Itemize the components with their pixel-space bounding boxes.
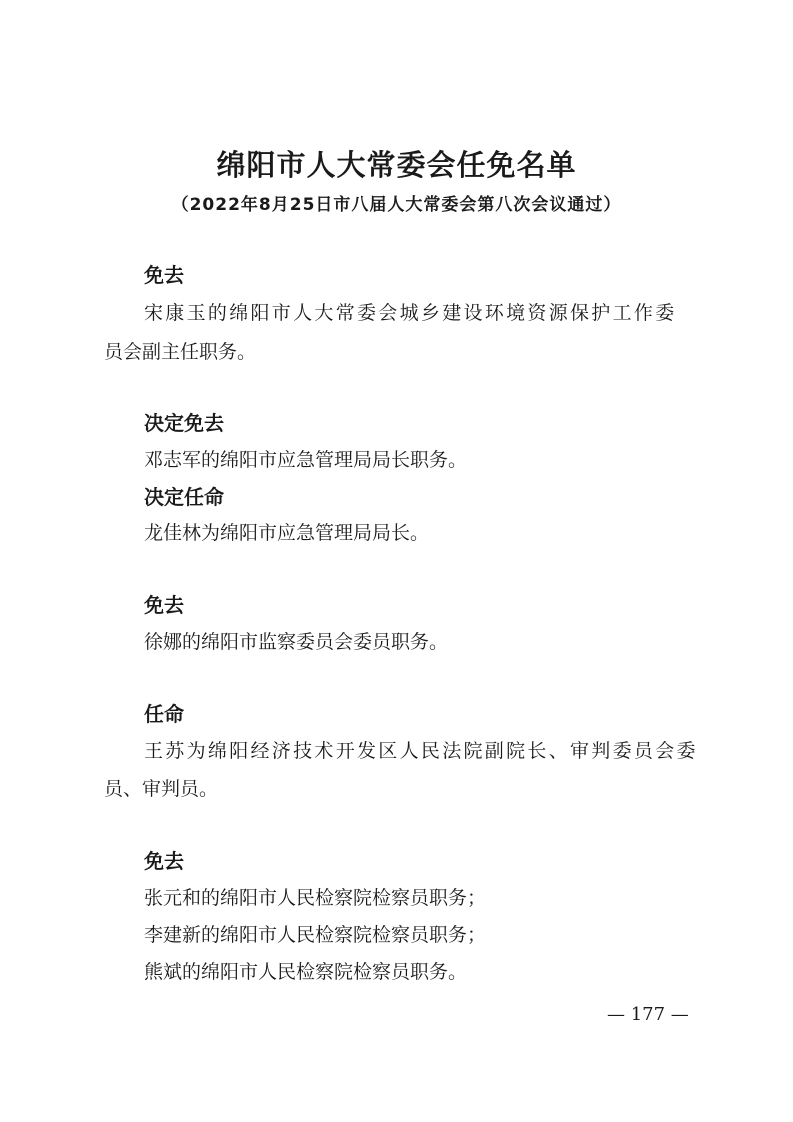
section-line: 员会副主任职务。: [104, 341, 257, 363]
section-line: 李建新的绵阳市人民检察院检察员职务；: [144, 924, 487, 946]
document-subtitle: （2022年8月25日市八届人大常委会第八次会议通过）: [171, 195, 622, 215]
section-heading-remove-3: 免去: [144, 849, 184, 873]
section-heading-decide-remove: 决定免去: [144, 411, 224, 435]
section-line: 龙佳林为绵阳市应急管理局局长。: [144, 522, 430, 544]
section-line: 宋康玉的绵阳市人大常委会城乡建设环境资源保护工作委: [144, 302, 677, 324]
section-heading-remove-1: 免去: [144, 263, 184, 287]
page-number: — 177 —: [607, 1004, 689, 1025]
section-line: 熊斌的绵阳市人民检察院检察员职务。: [144, 961, 468, 983]
section-line: 张元和的绵阳市人民检察院检察员职务；: [144, 887, 487, 909]
section-heading-remove-2: 免去: [144, 593, 184, 617]
section-heading-appoint: 任命: [144, 702, 184, 726]
document-title: 绵阳市人大常委会任免名单: [216, 148, 577, 182]
section-line: 邓志军的绵阳市应急管理局局长职务。: [144, 449, 468, 471]
section-line: 员、审判员。: [104, 778, 219, 800]
section-line: 王苏为绵阳经济技术开发区人民法院副院长、审判委员会委: [144, 740, 698, 762]
section-heading-decide-appoint: 决定任命: [144, 485, 224, 509]
section-line: 徐娜的绵阳市监察委员会委员职务。: [144, 631, 449, 653]
